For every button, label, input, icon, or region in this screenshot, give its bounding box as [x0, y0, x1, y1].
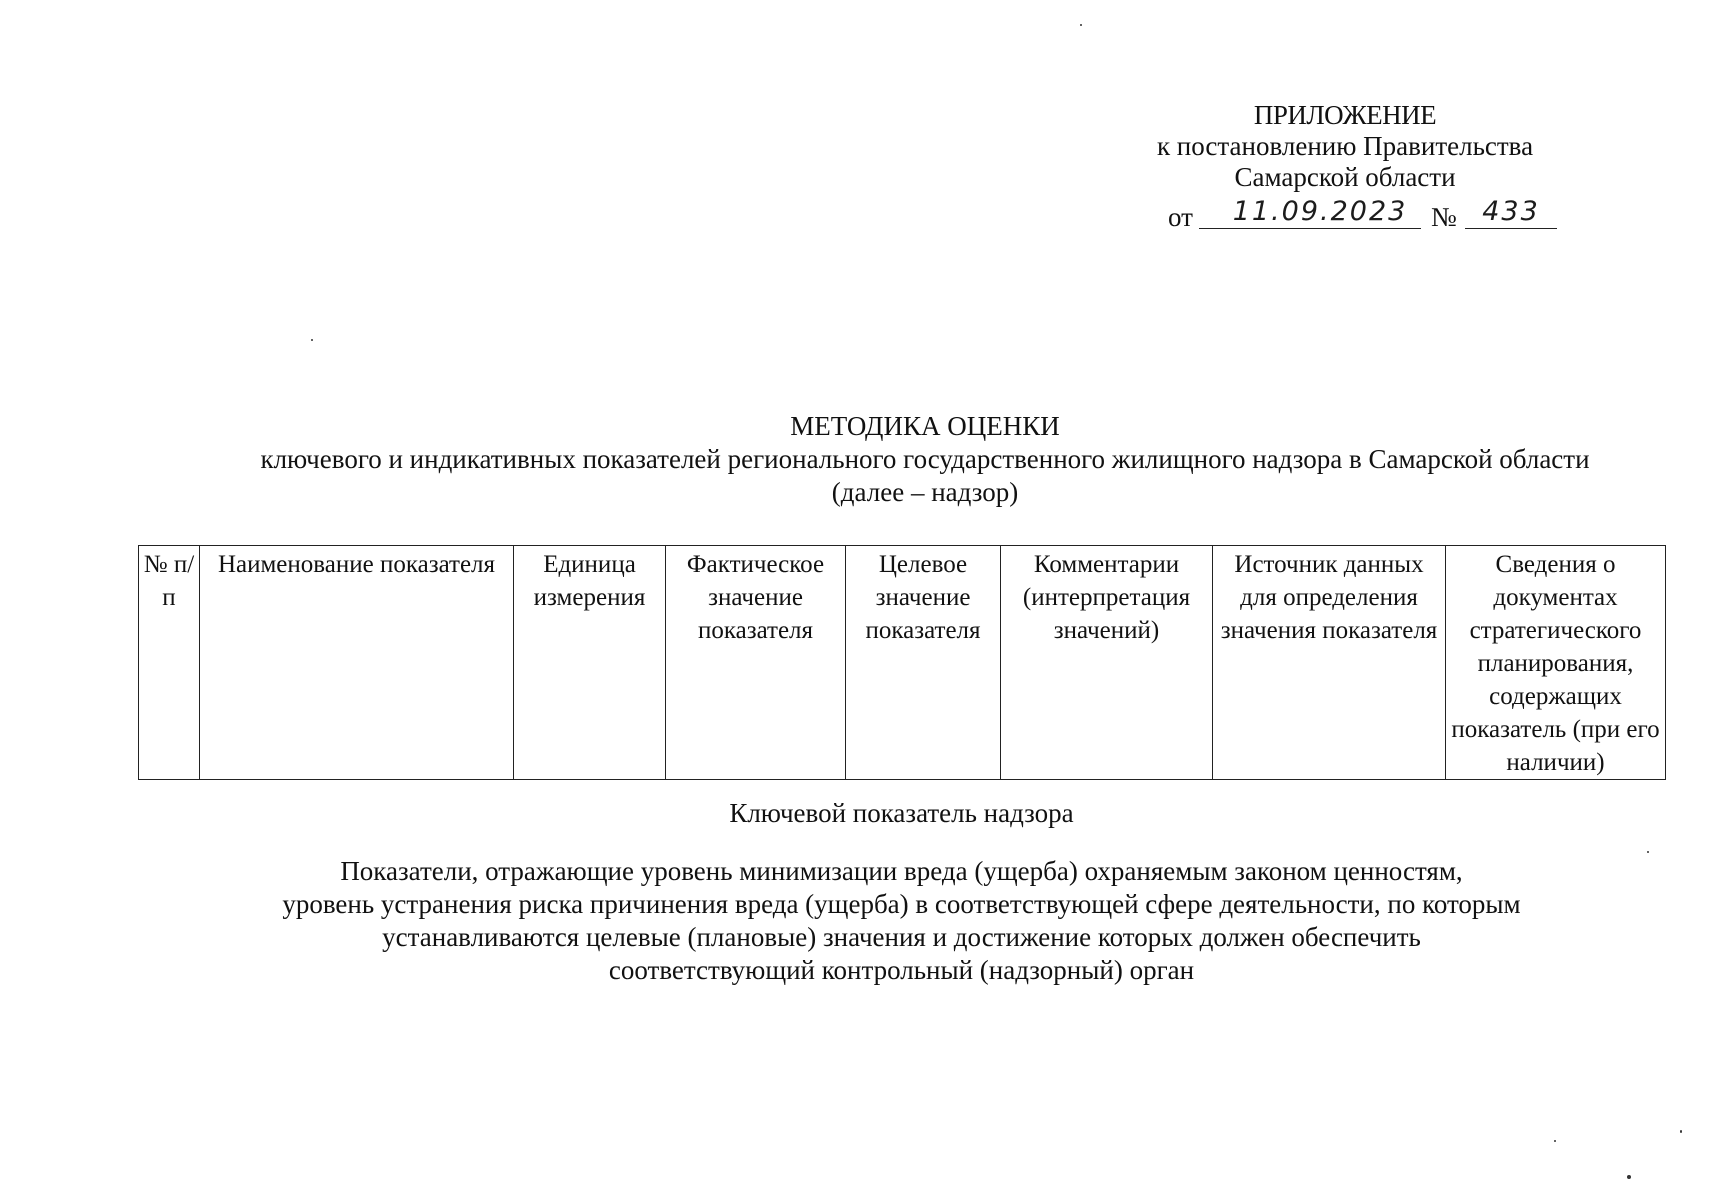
section-description-line: уровень устранения риска причинения вреда (ущерба) в соответствующей сфере деятельности, по которым: [282, 889, 1521, 919]
scan-speck: [1554, 1140, 1556, 1142]
number-prefix: №: [1431, 202, 1457, 232]
appendix-line-2: Самарской области: [1234, 162, 1456, 192]
column-header-target-value: Целевое значение показателя: [846, 546, 1001, 780]
document-title: МЕТОДИКА ОЦЕНКИ: [790, 411, 1060, 441]
indicators-table: [138, 545, 1666, 780]
appendix-date-row: [1168, 196, 1568, 236]
scan-speck: [1080, 24, 1082, 26]
appendix-line-1: к постановлению Правительства: [1156, 131, 1534, 161]
scan-speck: [311, 339, 313, 341]
handwritten-number: 433: [1482, 196, 1540, 227]
appendix-header: [1120, 100, 1570, 193]
section-description-line: соответствующий контрольный (надзорный) орган: [608, 955, 1195, 985]
date-blank: [1199, 196, 1421, 229]
table-header-row: [139, 546, 1666, 780]
section-description-line: Показатели, отражающие уровень минимизации вреда (ущерба) охраняемым законом ценностям,: [340, 856, 1463, 886]
column-header-unit: Единица измерения: [514, 546, 666, 780]
column-header-data-source: Источник данных для определения значения показателя: [1213, 546, 1446, 780]
column-header-strategic-docs: Сведения о документах стратегического планирования, содержащих показатель (при его наличии): [1446, 546, 1666, 780]
handwritten-date: 11.09.2023: [1232, 196, 1408, 227]
section-description: [138, 855, 1665, 987]
document-subtitle: ключевого и индикативных показателей регионального государственного жилищного надзора в Самарской области: [260, 444, 1590, 474]
scan-speck: [1680, 1130, 1682, 1133]
column-header-indicator-name: Наименование показателя: [200, 546, 514, 780]
date-prefix: от: [1168, 202, 1193, 232]
document-title-block: [200, 410, 1650, 509]
number-blank: [1465, 196, 1557, 229]
scan-speck: [1647, 851, 1649, 853]
section-description-line: устанавливаются целевые (плановые) значения и достижение которых должен обеспечить: [382, 922, 1421, 952]
column-header-number: № п/п: [139, 546, 200, 780]
scan-speck: [1627, 1175, 1631, 1179]
appendix-title: ПРИЛОЖЕНИЕ: [1253, 100, 1437, 130]
document-subtitle-note: (далее – надзор): [831, 477, 1019, 507]
column-header-comments: Комментарии (интерпретация значений): [1001, 546, 1213, 780]
section-title: Ключевой показатель надзора: [729, 798, 1074, 828]
column-header-actual-value: Фактическое значение показателя: [666, 546, 846, 780]
